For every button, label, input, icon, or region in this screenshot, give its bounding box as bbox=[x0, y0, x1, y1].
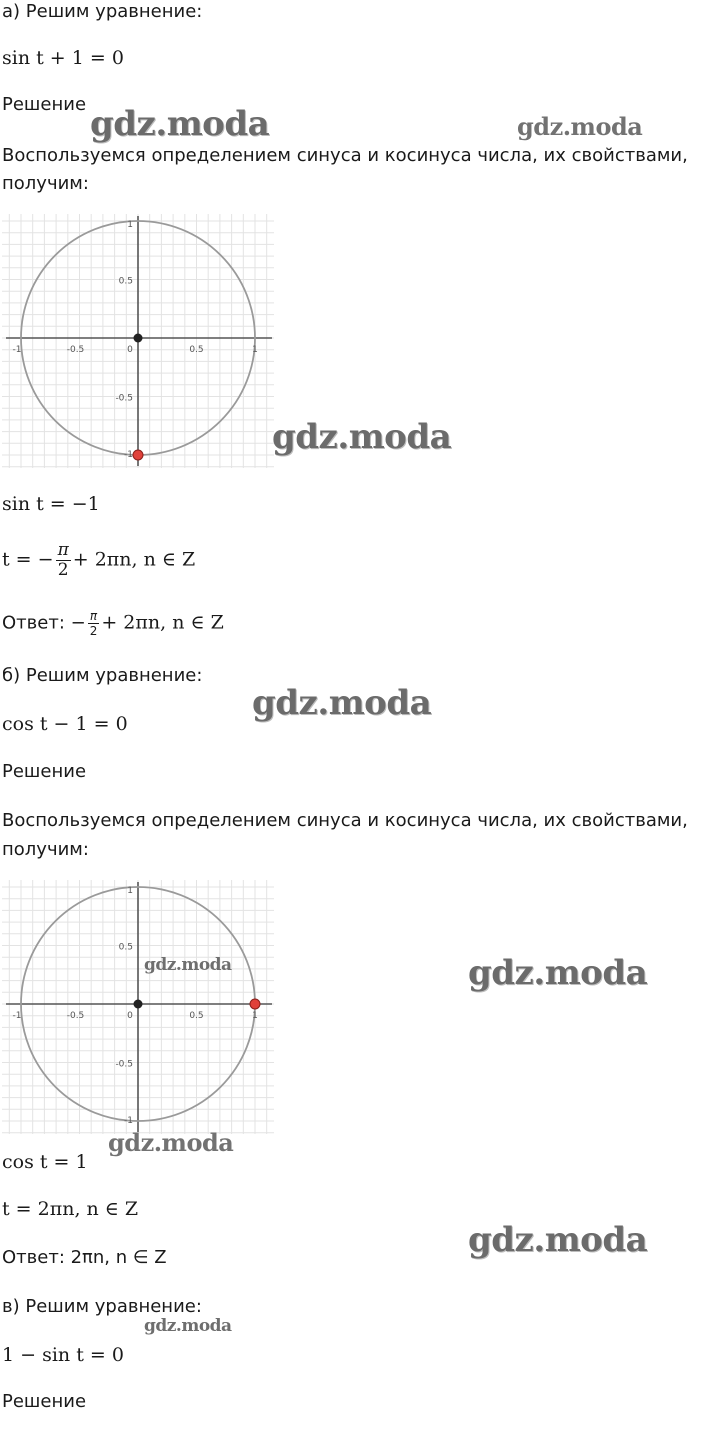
y-tick-label: 0.5 bbox=[118, 276, 133, 287]
part-b-solution-label: Решение bbox=[2, 761, 87, 782]
watermark: gdz.moda bbox=[517, 112, 643, 141]
watermark: gdz.moda bbox=[468, 953, 648, 993]
part-a-answer-suffix: + 2πn, n ∈ Z bbox=[101, 611, 224, 634]
part-a-answer-prefix: Ответ: − bbox=[2, 612, 86, 634]
y-tick-label: 0.5 bbox=[118, 942, 133, 953]
part-b-equation: cos t − 1 = 0 bbox=[2, 713, 128, 735]
x-tick-label: -0.5 bbox=[66, 1011, 85, 1021]
fraction-denominator: 2 bbox=[57, 560, 69, 580]
x-tick-label: 0.5 bbox=[189, 345, 204, 355]
part-a-root-suffix: + 2πn, n ∈ Z bbox=[72, 548, 196, 571]
y-tick-label: -1 bbox=[124, 450, 133, 460]
y-tick-label: 1 bbox=[127, 220, 133, 230]
part-a-solution-label: Решение bbox=[2, 94, 87, 115]
part-a-step1: sin t = −1 bbox=[2, 493, 100, 515]
part-v-solution-label: Решение bbox=[2, 1391, 87, 1412]
part-b-heading: б) Решим уравнение: bbox=[2, 665, 203, 686]
unit-circle-graph-b bbox=[0, 878, 276, 1136]
x-tick-label: -0.5 bbox=[66, 345, 85, 355]
x-tick-label: 1 bbox=[252, 1011, 258, 1021]
watermark: gdz.moda bbox=[144, 1316, 232, 1336]
solution-point bbox=[133, 450, 143, 460]
part-b-intro-line1: Воспользуемся определением синуса и косинуса числа, их свойствами, bbox=[2, 810, 688, 831]
part-b-step1: cos t = 1 bbox=[2, 1151, 88, 1173]
answer-fraction-numerator: π bbox=[89, 609, 98, 623]
watermark: gdz.moda bbox=[108, 1128, 234, 1157]
part-a-intro-line2: получим: bbox=[2, 173, 89, 194]
part-b-root: t = 2πn, n ∈ Z bbox=[2, 1198, 139, 1220]
y-tick-label: -1 bbox=[124, 1116, 133, 1126]
watermark: gdz.moda bbox=[252, 683, 432, 723]
part-a-intro-line1: Воспользуемся определением синуса и косинуса числа, их свойствами, bbox=[2, 145, 688, 166]
x-tick-label: -1 bbox=[12, 345, 22, 355]
y-tick-label: -0.5 bbox=[115, 1059, 133, 1070]
answer-fraction-denominator: 2 bbox=[89, 624, 98, 638]
watermark: gdz.moda bbox=[144, 955, 232, 975]
x-tick-label: 1 bbox=[252, 345, 258, 355]
x-tick-label: 0 bbox=[127, 345, 133, 355]
part-a-root-prefix: t = − bbox=[2, 548, 54, 571]
watermark: gdz.moda bbox=[468, 1220, 648, 1260]
part-a-heading: а) Решим уравнение: bbox=[2, 1, 203, 22]
part-v-equation: 1 − sin t = 0 bbox=[2, 1344, 124, 1366]
fraction-numerator: π bbox=[57, 540, 69, 560]
part-a-root bbox=[2, 541, 195, 580]
watermark: gdz.moda bbox=[90, 104, 270, 144]
answer-pi-over-two-fraction bbox=[88, 609, 100, 638]
unit-circle-graph-a bbox=[0, 212, 276, 470]
origin-point bbox=[134, 1000, 143, 1009]
x-tick-label: 0.5 bbox=[189, 1011, 204, 1021]
x-tick-label: 0 bbox=[127, 1011, 133, 1021]
part-a-equation: sin t + 1 = 0 bbox=[2, 47, 124, 69]
part-a-answer bbox=[2, 609, 224, 638]
pi-over-two-fraction bbox=[56, 541, 71, 580]
origin-point bbox=[134, 334, 143, 343]
x-tick-label: -1 bbox=[12, 1011, 22, 1021]
solution-point bbox=[250, 999, 260, 1009]
part-b-intro-line2: получим: bbox=[2, 839, 89, 860]
watermark: gdz.moda bbox=[272, 417, 452, 457]
y-tick-label: -0.5 bbox=[115, 393, 133, 404]
part-v-heading: в) Решим уравнение: bbox=[2, 1296, 202, 1317]
part-b-answer: Ответ: 2πn, n ∈ Z bbox=[2, 1247, 167, 1268]
y-tick-label: 1 bbox=[127, 886, 133, 896]
